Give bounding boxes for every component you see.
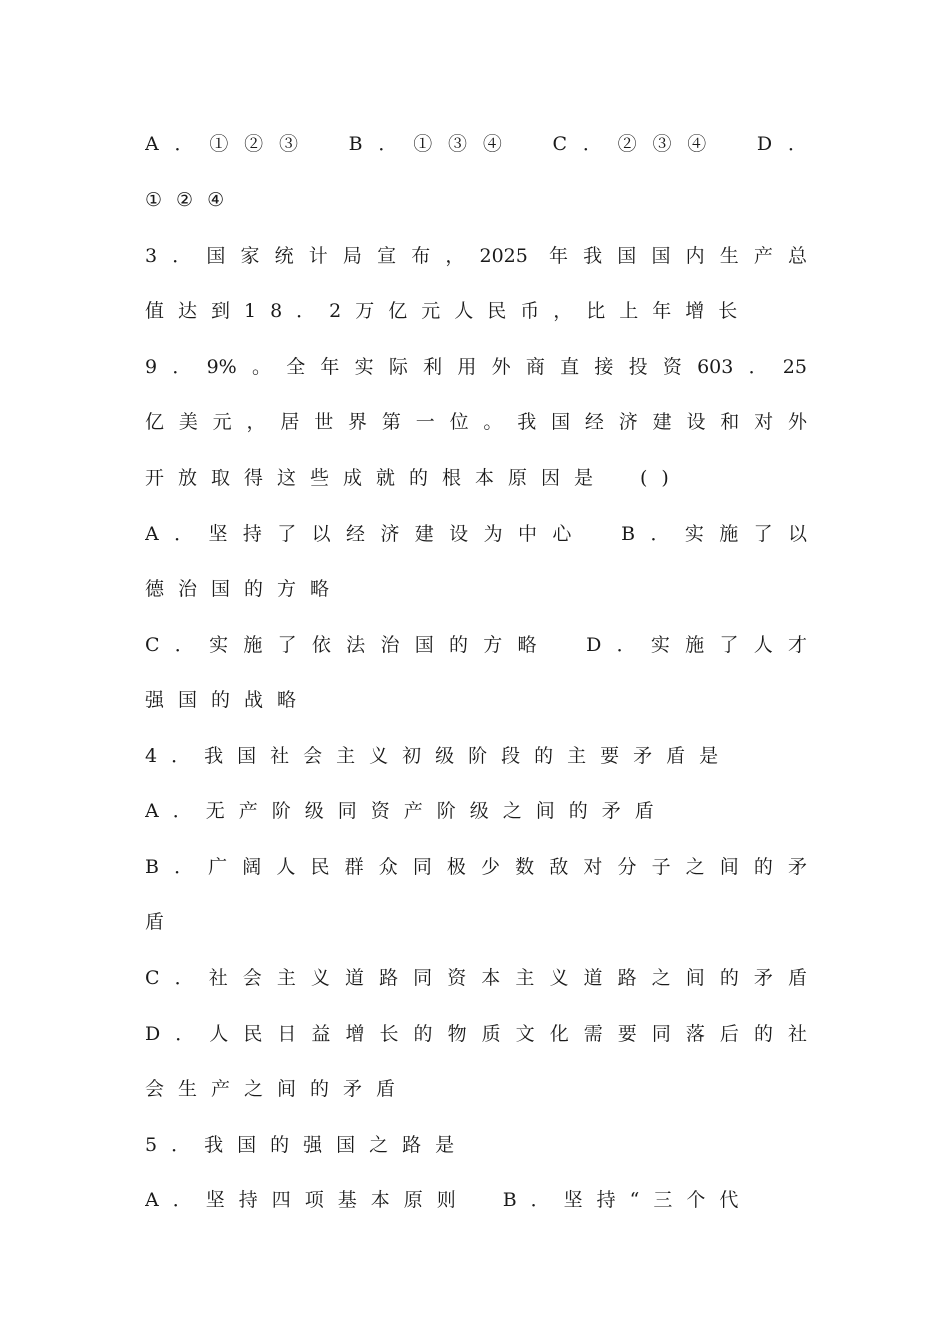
text-line-15: 盾 [145,911,179,933]
text-line-7: 开放取得这些成就的根本原因是 () [145,467,683,489]
text-line-11: 强国的战略 [145,689,311,711]
text-line-20: A．坚持四项基本原则 B．坚持“三个代 [145,1189,753,1211]
text-line-3: 3．国家统计局宣布，2025 年我国国内生产总 [145,245,807,267]
text-line-4: 值达到18．2万亿元人民币，比上年增长 [145,300,752,322]
text-line-6: 亿美元，居世界第一位。我国经济建设和对外 [145,411,807,433]
text-line-1: A．①②③ B．①③④ C．②③④ D． [145,133,807,155]
text-line-19: 5．我国的强国之路是 [145,1134,469,1156]
text-line-13: A．无产阶级同资产阶级之间的矛盾 [145,800,668,822]
text-line-17: D．人民日益增长的物质文化需要同落后的社 [145,1023,807,1045]
text-line-10: C．实施了依法治国的方略 D．实施了人才 [145,634,807,656]
text-line-5: 9．9%。全年实际利用外商直接投资603．25 [145,356,807,378]
text-line-9: 德治国的方略 [145,578,344,600]
text-line-12: 4．我国社会主义初级阶段的主要矛盾是 [145,745,733,767]
text-line-8: A．坚持了以经济建设为中心 B．实施了以 [145,523,807,545]
text-line-14: B．广阔人民群众同极少数敌对分子之间的矛 [145,856,807,878]
text-line-2: ①②④ [145,189,239,211]
text-line-18: 会生产之间的矛盾 [145,1078,410,1100]
text-line-16: C．社会主义道路同资本主义道路之间的矛盾 [145,967,807,989]
